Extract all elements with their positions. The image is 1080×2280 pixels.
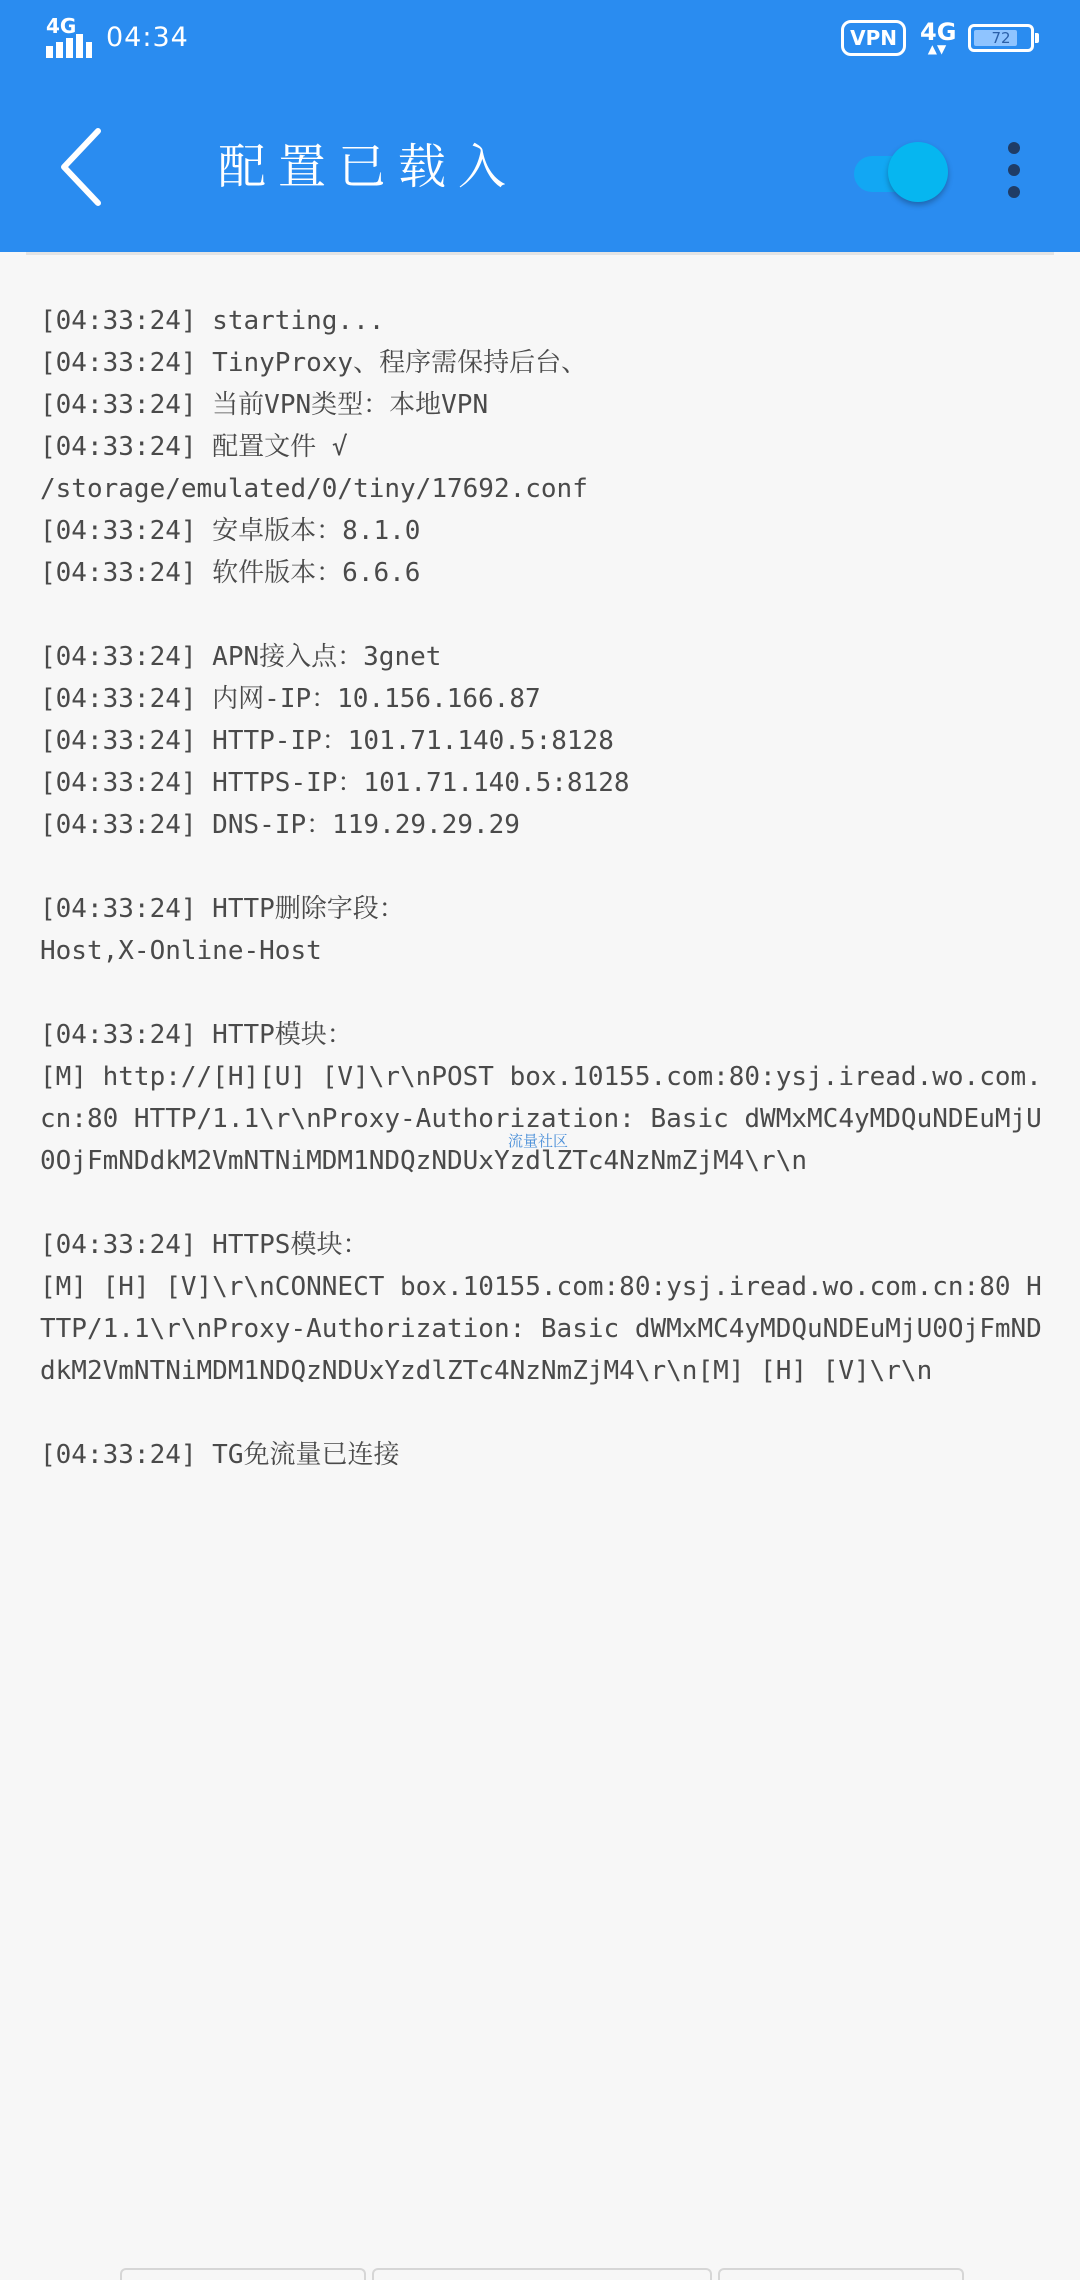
- switch-knob: [888, 142, 948, 202]
- status-right: [841, 20, 1034, 56]
- log-line: [04:33:24] HTTP删除字段：: [40, 894, 405, 924]
- more-vertical-icon: [1008, 142, 1020, 154]
- log-line: [04:33:24] HTTP模块：: [40, 1020, 353, 1050]
- bottom-tab-edges: [120, 2268, 964, 2280]
- log-blank-line: [40, 1392, 1050, 1434]
- status-bar: [0, 0, 1080, 82]
- log-line: [04:33:24] 配置文件 √: [40, 432, 348, 462]
- log-line: [04:33:24] HTTPS-IP：101.71.140.5:8128: [40, 768, 630, 798]
- log-line: [04:33:24] 软件版本：6.6.6: [40, 558, 421, 588]
- mobile-data-icon: [920, 18, 957, 56]
- log-line: [04:33:24] 内网-IP：10.156.166.87: [40, 684, 541, 714]
- vpn-badge: VPN: [841, 20, 906, 56]
- log-line: [04:33:24] HTTP-IP：101.71.140.5:8128: [40, 726, 614, 756]
- network-type-right: 4G: [920, 18, 957, 46]
- log-line: [04:33:24] 安卓版本：8.1.0: [40, 516, 421, 546]
- log-line: [04:33:24] 当前VPN类型：本地VPN: [40, 390, 489, 420]
- log-line: [04:33:24] TG免流量已连接: [40, 1440, 400, 1470]
- log-line: [04:33:24] DNS-IP：119.29.29.29: [40, 810, 520, 840]
- log-blank-line: [40, 1182, 1050, 1224]
- battery-percent: 72: [991, 29, 1011, 47]
- toolbar-divider: [26, 252, 1054, 255]
- vpn-toggle-switch[interactable]: [852, 140, 952, 200]
- log-line: [04:33:24] HTTPS模块：: [40, 1230, 369, 1260]
- network-type-left: 4G: [46, 14, 77, 38]
- log-line: Host,X-Online-Host: [40, 936, 322, 966]
- chevron-left-icon: [40, 117, 130, 217]
- watermark: 流量社区: [508, 1132, 569, 1150]
- back-button[interactable]: [40, 117, 130, 217]
- log-line: [M] http://[H][U] [V]\r\nPOST box.10155.com:80:ysj.iread.wo.com.cn:80 HTTP/1.1\r\nProxy-Authorization: Basic dWMxMC4yMDQuNDEuMjU0OjFmNDdkM2VmNTNiMDM1NDQzNDUxYzdlZTc4NzNmZjM4\r\n: [40, 1062, 1042, 1176]
- status-left: [46, 14, 189, 58]
- log-blank-line: [40, 846, 1050, 888]
- battery-icon: [968, 24, 1034, 52]
- signal-icon: [46, 14, 92, 58]
- page-title: 配置已载入: [218, 139, 519, 195]
- log-blank-line: [40, 594, 1050, 636]
- app-toolbar: [0, 82, 1080, 252]
- log-output: [40, 300, 1050, 1476]
- status-time: 04:34: [106, 22, 189, 53]
- log-line: [M] [H] [V]\r\nCONNECT box.10155.com:80:ysj.iread.wo.com.cn:80 HTTP/1.1\r\nProxy-Authorization: Basic dWMxMC4yMDQuNDEuMjU0OjFmNDdkM2VmNTNiMDM1NDQzNDUxYzdlZTc4NzNmZjM4\r\n[M] [H] [V]\r\n: [40, 1272, 1042, 1386]
- log-line: [04:33:24] TinyProxy、程序需保持后台、: [40, 348, 588, 378]
- log-line: /storage/emulated/0/tiny/17692.conf: [40, 474, 588, 504]
- log-line: [04:33:24] APN接入点：3gnet: [40, 642, 442, 672]
- data-arrows-icon: ▲▼: [927, 42, 947, 56]
- more-menu-button[interactable]: [996, 140, 1032, 200]
- log-line: [04:33:24] starting...: [40, 306, 385, 336]
- log-blank-line: [40, 972, 1050, 1014]
